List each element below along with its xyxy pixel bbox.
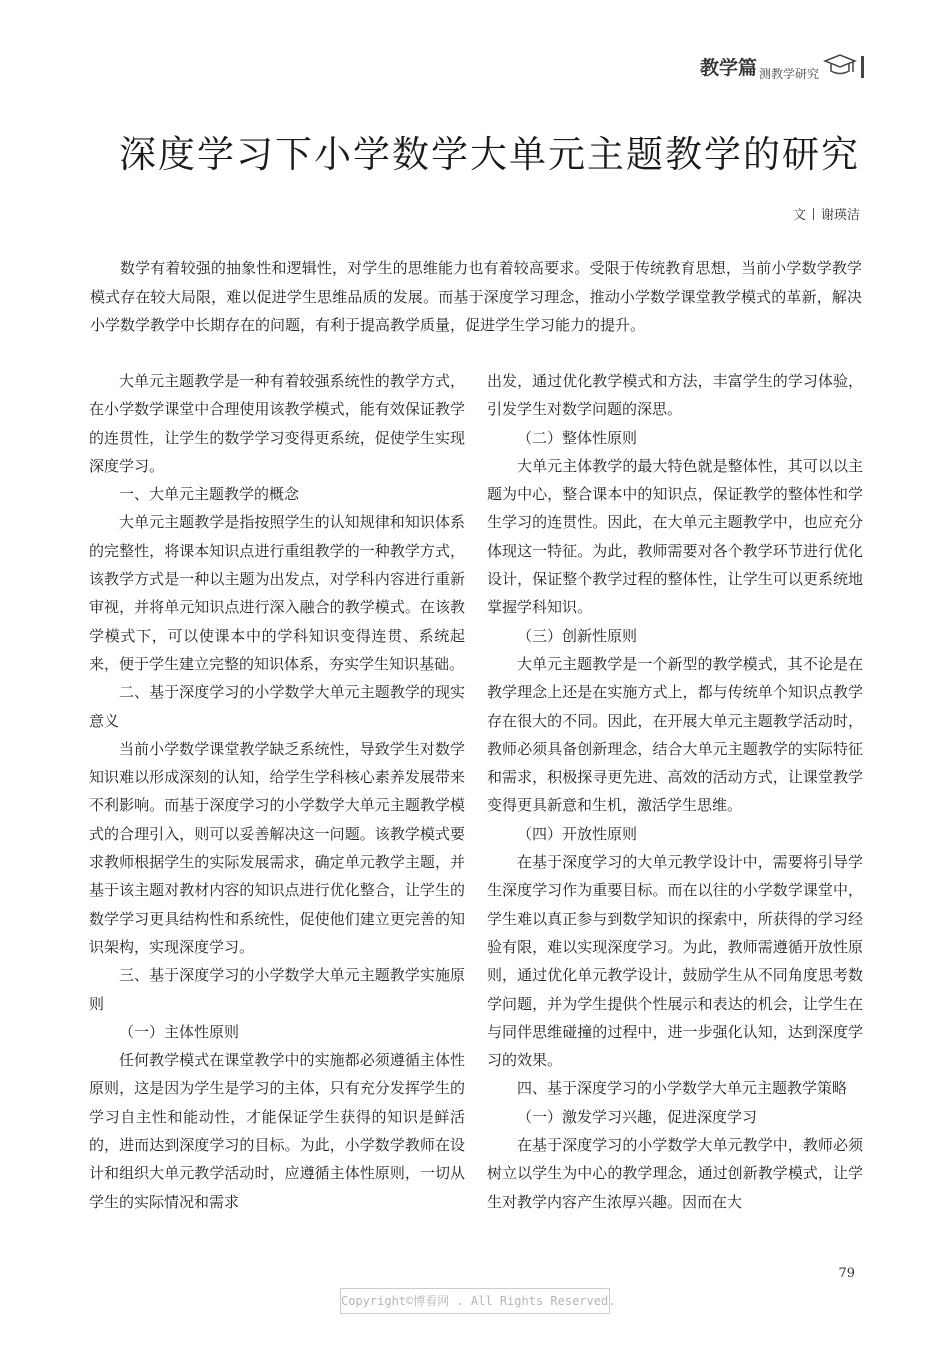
running-header xyxy=(699,52,864,81)
paragraph: 大单元主题教学是一种有着较强系统性的教学方式，在小学数学课堂中合理使用该教学模式，能有效保证教学的连贯性，让学生的数学学习变得更系统，促使学生实现深度学习。 xyxy=(89,372,465,475)
subsection-heading: （一）激发学习兴趣，促进深度学习 xyxy=(517,1107,758,1126)
section-heading: 四、基于深度学习的小学数学大单元主题教学策略 xyxy=(517,1079,848,1098)
abstract: 数学有着较强的抽象性和逻辑性，对学生的思维能力也有着较高要求。受限于传统教育思想，当前小学数学教学模式存在较大局限，难以促进学生思维品质的发展。而基于深度学习理念，推动小学数学课堂教学模式的革新，解决小学数学教学中长期存在的问题，有利于提高教学质量，促进学生学习能力的提升。 xyxy=(90,259,862,334)
paragraph: 在基于深度学习的大单元教学设计中，需要将引导学生深度学习作为重要目标。而在以往的小学数学课堂中，学生难以真正参与到数学知识的探索中，所获得的学习经验有限，难以实现深度学习。为此，教师需遵循开放性原则，通过优化单元教学设计，鼓励学生从不同角度思考数学问题，并为学生提供个性展示和表达的机会，让学生在与同伴思维碰撞的过程中，进一步强化认知，达到深度学习的效果。 xyxy=(487,853,863,1070)
paragraph: 大单元主体教学的最大特色就是整体性，其可以以主题为中心，整合课本中的知识点，保证教学的整体性和学生学习的连贯性。因此，在大单元主题教学中，也应充分体现这一特征。为此，教师需要对各个教学环节进行优化设计，保证整个教学过程的整体性，让学生可以更系统地掌握学科知识。 xyxy=(487,456,863,617)
paragraph: 任何教学模式在课堂教学中的实施都必须遵循主体性原则，这是因为学生是学习的主体，只有充分发挥学生的学习自主性和能动性，才能保证学生获得的知识是鲜活的，进而达到深度学习的目标。为此，小学数学教师在设计和组织大单元教学活动时，应遵循主体性原则，一切从学生的实际情况和需求 xyxy=(89,1051,465,1211)
section-heading: 二、基于深度学习的小学数学大单元主题教学的现实意义 xyxy=(89,683,465,730)
graduation-cap-icon xyxy=(823,52,857,78)
header-column: 测教学研究 xyxy=(758,67,819,81)
author-separator xyxy=(813,208,814,220)
page-number: 79 xyxy=(838,1266,855,1281)
section-heading: 一、大单元主题教学的概念 xyxy=(119,485,300,504)
paragraph: 大单元主题教学是一个新型的教学模式，其不论是在教学理念上还是在实施方式上，都与传统单个知识点教学存在很大的不同。因此，在开展大单元主题教学活动时，教师必须具备创新理念，结合大单元主题教学的实际特征和需求，积极探寻更先进、高效的活动方式，让课堂教学变得更具新意和生机，激活学生思维。 xyxy=(487,654,863,815)
subsection-heading: （三）创新性原则 xyxy=(517,626,638,645)
author-line xyxy=(793,204,860,223)
header-section: 教学篇 xyxy=(699,57,757,79)
left-column xyxy=(89,367,465,1216)
header-bar xyxy=(861,56,864,78)
author-prefix: 文 xyxy=(792,208,806,223)
subsection-heading: （一）主体性原则 xyxy=(119,1022,240,1041)
paragraph: 当前小学数学课堂教学缺乏系统性，导致学生对数学知识难以形成深刻的认知，给学生学科核心素养发展带来不利影响。而基于深度学习的小学数学大单元主题教学模式的合理引入，则可以妥善解决这一问题。该教学模式要求教师根据学生的实际发展需求，确定单元教学主题，并基于该主题对教材内容的知识点进行优化整合，让学生的数学学习更具结构性和系统性，促使他们建立更完善的知识架构，实现深度学习。 xyxy=(89,739,465,956)
paragraph: 在基于深度学习的小学数学大单元教学中，教师必须树立以学生为中心的教学理念，通过创新教学模式，让学生对教学内容产生浓厚兴趣。因而在大 xyxy=(487,1136,863,1211)
article-title: 深度学习下小学数学大单元主题教学的研究 xyxy=(119,133,860,176)
right-column xyxy=(487,367,863,1216)
section-heading: 三、基于深度学习的小学数学大单元主题教学实施原则 xyxy=(89,966,465,1013)
paragraph: 大单元主题教学是指按照学生的认知规律和知识体系的完整性，将课本知识点进行重组教学的一种教学方式，该教学方式是一种以主题为出发点，对学科内容进行重新审视，并将单元知识点进行深入融合的教学模式。在该教学模式下，可以使课本中的学科知识变得连贯、系统起来，便于学生建立完整的知识体系，夯实学生知识基础。 xyxy=(89,513,465,673)
subsection-heading: （四）开放性原则 xyxy=(517,824,638,843)
paragraph: 出发，通过优化教学模式和方法，丰富学生的学习体验，引发学生对数学问题的深思。 xyxy=(487,372,863,419)
copyright-watermark: Copyright©博看网 . All Rights Reserved. xyxy=(340,1288,610,1314)
author-name: 谢瑛洁 xyxy=(820,208,860,223)
subsection-heading: （二）整体性原则 xyxy=(517,428,638,447)
